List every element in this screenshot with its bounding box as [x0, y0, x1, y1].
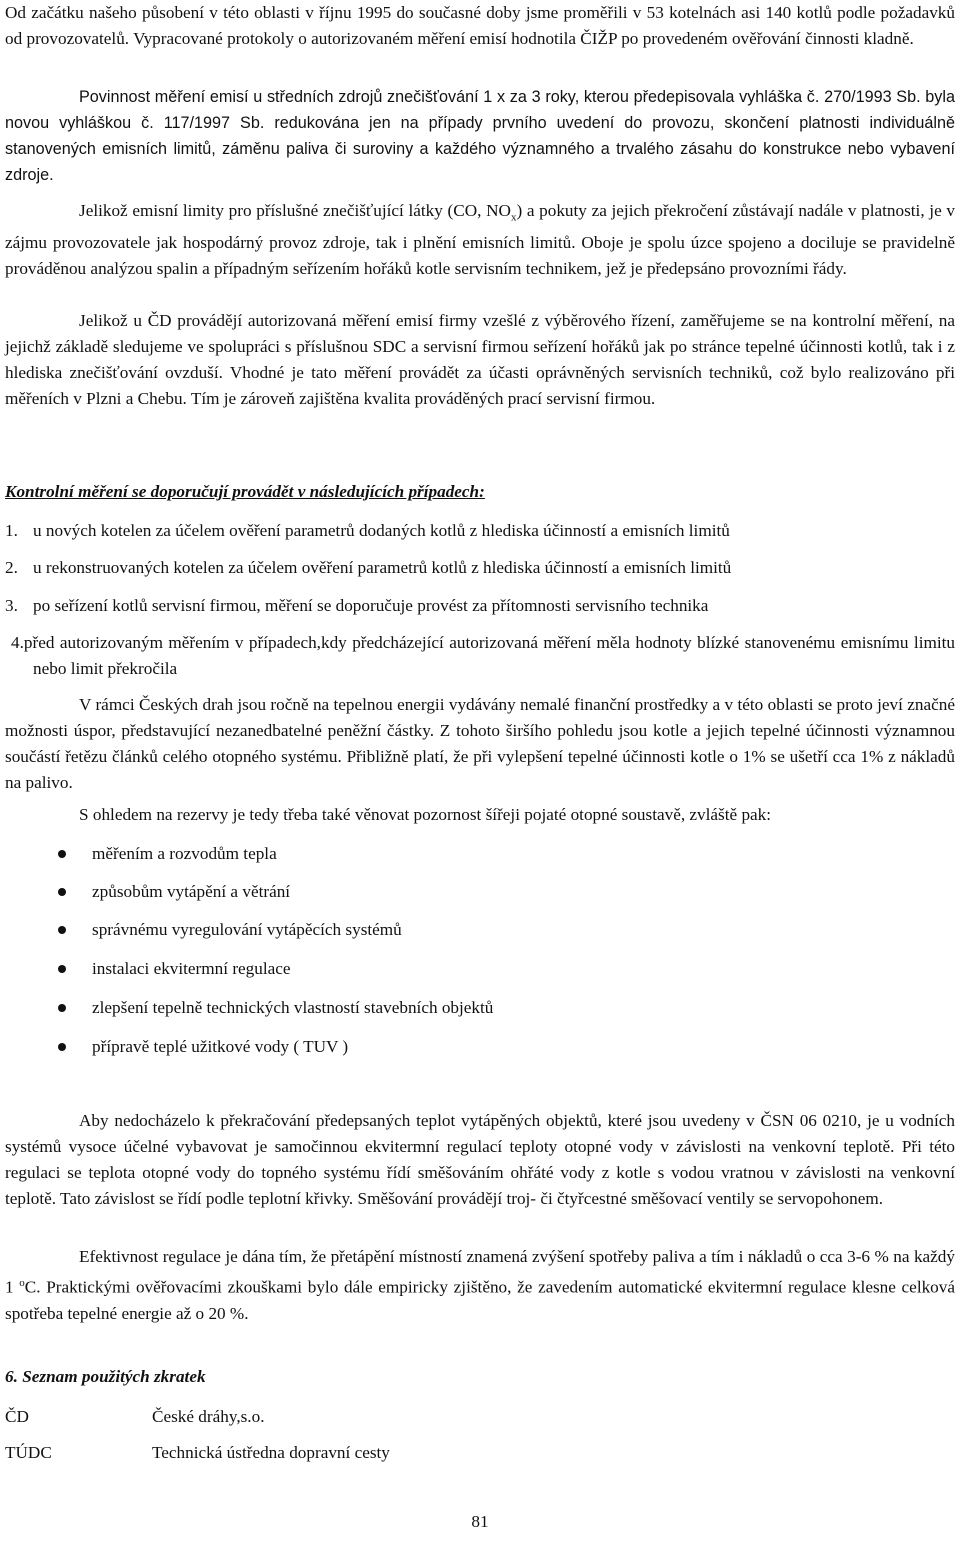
abbreviation: TÚDC	[5, 1443, 52, 1462]
paragraph-efficiency	[5, 1244, 955, 1327]
bullet-dot-icon	[58, 1004, 66, 1012]
item-text: před autorizovaným měřením v případech,kdy předcházející autorizovaná měření měla hodnoty blízké stanovenému emisnímu limitu nebo limit překročila	[23, 633, 955, 678]
abbreviation-row	[5, 1404, 265, 1430]
document-page: Od začátku našeho působení v této oblasti v říjnu 1995 do současné doby jsme proměřili v 53 kotelnách asi 140 kotlů podle požadavků od provozovatelů. Vypracované protokoly o autorizovaném měření emisí hodnotila ČIŽP po provedeném ověřování činnosti kladně. Povinnost měření emisí u středních zdrojů znečišťování 1 x za 3 roky, kterou předepisovala vyhláška č. 270/1993 Sb. byla novou vyhláškou č. 117/1997 Sb. redukována jen na případy prvního uvedení do provozu, skončení platnosti individuálně stanovených emisních limitů, záměnu paliva či suroviny a každého významného a trvalého zásahu do konstrukce nebo vybavení zdroje. Jelikož emisní limity pro příslušné znečišťující látky (CO, $NO_x$) a pokuty za jejich překročení zůstávají nadále v platnosti, je v zájmu provozovatele jak hospodárný provoz zdroje, tak i plnění emisních limitů. Oboje je spolu úzce spojeno a dociluje se pravidelně prováděnou analýzou spalin a případným seřízením hořáků kotle servisním technikem, jež je předepsáno provozními řády. Jelikož u ČD provádějí autorizovaná měření emisí firmy vzešlé z výběrového řízení, zaměřujeme se na kontrolní měření, na jejichž základě sledujeme ve spolupráci s příslušnou SDC a servisní firmou seřízení hořáků jak po stránce tepelné účinnosti kotlů, tak i z hlediska znečišťování ovzduší. Vhodné je tato měření provádět za účasti oprávněných servisních techniků, což bylo realizováno při měřeních v Plzni a Chebu. Tím je zároveň zajištěna kvalita prováděných prací servisní firmou. Kontrolní měření se doporučují provádět v následujících případech: 1. u nových kotelen za účelem ověření parametrů dodaných kotlů z hlediska účinností a emisních limitů 2. u rekonstruovaných kotelen za účelem ověření parametrů kotlů z hlediska účinností a emisních limitů 3. po seřízení kotlů servisní firmou, měření se doporučuje provést za přítomnosti servisního technika 4.před autorizovaným měřením v případech,kdy předcházející autorizovaná měření měla hodnoty blízké stanovenému emisnímu limitu nebo limit překročila V rámci Českých drah jsou ročně na tepelnou energii vydávány nemalé finanční prostředky a v této oblasti se proto jeví značné možnosti úspor, představující nezanedbatelné peněžní částky. Z tohoto širšího pohledu jsou kotle a jejich tepelné účinnosti významnou součástí řetězu článků celého otopného systému. Přibližně platí, že při vylepšení tepelné účinnosti kotle o 1% se ušetří cca 1% z nákladů na palivo. S ohledem na rezervy je tedy třeba také věnovat pozornost šířeji pojaté otopné soustavě, zvláště pak: měřením a rozvodům tepla způsobům vytápění a větrání správnému vyregulování vytápěcích systémů instalaci ekvitermní regulace zlepšení tepelně technických vlastností stavebních objektů přípravě teplé užitkové vody ( TUV ) Aby nedocházelo k překračování předepsaných teplot vytápěných objektů, které jsou uvedeny v ČSN 06 0210, je u vodních systémů vysoce účelné vybavovat je samočinnou ekvitermní regulací teploty otopné vody v závislosti na venkovní teplotě. Při této regulaci se teplota otopné vody do topného systému řídí směšováním ohřáté vody z kotle s vodou vratnou v závislosti na venkovní teplotě. Tato závislost se řídí podle teplotní křivky. Směšování provádějí troj- či čtyřcestné směšovací ventily se servopohonem. Efektivnost regulace je dána tím, že přetápění místností znamená zvýšení spotřeby paliva a tím i nákladů o cca 3-6 % na každý 1 $^o$C. Praktickými ověřovacími zkouškami bylo dále empiricky zjištěno, že zavedením automatické ekvitermní regulace klesne celková spotřeba tepelné energie až o 20 %. 6. Seznam použitých zkratek ČD České dráhy,s.o. TÚDC Technická ústředna dopravní cesty 81	[0, 0, 960, 1541]
item-number: 2.	[5, 558, 18, 577]
item-number: 4.	[11, 633, 24, 652]
p3-text-a: Jelikož emisní limity pro příslušné znečišťující látky (CO, NO	[79, 201, 511, 220]
bullet-dot-icon	[58, 1043, 66, 1051]
paragraph-emission-limits	[5, 198, 955, 282]
item-number: 1.	[5, 521, 18, 540]
numbered-item-2	[5, 555, 955, 581]
paragraph-cd-energy: V rámci Českých drah jsou ročně na tepelnou energii vydávány nemalé finanční prostředky a v této oblasti se proto jeví značné možnosti úspor, představující nezanedbatelné peněžní částky. Z tohoto širšího pohledu jsou kotle a jejich tepelné účinnosti významnou součástí řetězu článků celého otopného systému. Přibližně platí, že při vylepšení tepelné účinnosti kotle o 1% se ušetří cca 1% z nákladů na palivo.	[5, 695, 955, 792]
bullet-dot-icon	[58, 965, 66, 973]
section-heading: Kontrolní měření se doporučují provádět v následujících případech:	[5, 482, 485, 501]
p3-text-b: ) a pokuty za jejich překročení zůstávají nadále v platnosti, je v zájmu provozovatele jak hospodárný provoz zdroje, tak i plnění emisních limitů. Oboje je spolu úzce spojeno a dociluje se pravidelně prováděnou analýzou spalin a případným seřízením hořáků kotle servisním technikem, jež je předepsáno provozními řády.	[5, 201, 955, 279]
item-text: u rekonstruovaných kotelen za účelem ověření parametrů kotlů z hlediska účinností a emisních limitů	[33, 558, 732, 577]
paragraph-cd-measurement: Jelikož u ČD provádějí autorizovaná měření emisí firmy vzešlé z výběrového řízení, zaměřujeme se na kontrolní měření, na jejichž základě sledujeme ve spolupráci s příslušnou SDC a servisní firmou seřízení hořáků jak po stránce tepelné účinnosti kotlů, tak i z hlediska znečišťování ovzduší. Vhodné je tato měření provádět za účasti oprávněných servisních techniků, což bylo realizováno při měřeních v Plzni a Chebu. Tím je zároveň zajištěna kvalita prováděných prací servisní firmou.	[5, 311, 955, 408]
abbreviation-definition: Technická ústředna dopravní cesty	[152, 1443, 390, 1462]
item-text: po seřízení kotlů servisní firmou, měření se doporučuje provést za přítomnosti servisního technika	[33, 596, 709, 615]
bullet-dot-icon	[58, 850, 66, 858]
numbered-item-1	[5, 518, 955, 544]
section-6-heading: 6. Seznam použitých zkratek	[5, 1367, 206, 1386]
bullet-dot-icon	[58, 926, 66, 934]
paragraph-reserves: S ohledem na rezervy je tedy třeba také věnovat pozornost šířeji pojaté otopné soustavě, zvláště pak:	[79, 805, 772, 824]
paragraph-obligation: Povinnost měření emisí u středních zdrojů znečišťování 1 x za 3 roky, kterou předepisovala vyhláška č. 270/1993 Sb. byla novou vyhláškou č. 117/1997 Sb. redukována jen na případy prvního uvedení do provozu, skončení platnosti individuálně stanovených emisních limitů, záměnu paliva či suroviny a každého významného a trvalého zásahu do konstrukce nebo vybavení zdroje.	[5, 88, 955, 184]
item-number: 3.	[5, 596, 18, 615]
numbered-item-4	[5, 630, 955, 682]
paragraph-regulation: Aby nedocházelo k překračování předepsaných teplot vytápěných objektů, které jsou uvedeny v ČSN 06 0210, je u vodních systémů vysoce účelné vybavovat je samočinnou ekvitermní regulací teploty otopné vody v závislosti na venkovní teplotě. Při této regulaci se teplota otopné vody do topného systému řídí směšováním ohřáté vody z kotle s vodou vratnou v závislosti na venkovní teplotě. Tato závislost se řídí podle teplotní křivky. Směšování provádějí troj- či čtyřcestné směšovací ventily se servopohonem.	[5, 1111, 955, 1208]
numbered-item-3	[5, 593, 955, 619]
page-number: 81	[471, 1512, 489, 1531]
abbreviation: ČD	[5, 1407, 29, 1426]
item-text: u nových kotelen za účelem ověření parametrů dodaných kotlů z hlediska účinností a emisních limitů	[33, 521, 730, 540]
abbreviation-row	[5, 1440, 390, 1466]
p3-subscript: x	[510, 211, 517, 224]
abbreviation-definition: České dráhy,s.o.	[152, 1407, 265, 1426]
degree-superscript: o	[19, 1277, 25, 1289]
p8-text-a: Efektivnost regulace je dána tím, že přetápění místností znamená zvýšení spotřeby paliva a tím i nákladů o cca 3-6 % na každý 1	[5, 1247, 955, 1297]
bullet-dot-icon	[58, 888, 66, 896]
paragraph-intro: Od začátku našeho působení v této oblasti v říjnu 1995 do současné doby jsme proměřili v 53 kotelnách asi 140 kotlů podle požadavků od provozovatelů. Vypracované protokoly o autorizovaném měření emisí hodnotila ČIŽP po provedeném ověřování činnosti kladně.	[5, 3, 955, 48]
p8-text-b: C. Praktickými ověřovacími zkouškami bylo dále empiricky zjištěno, že zavedením automatické ekvitermní regulace klesne celková spotřeba tepelné energie až o 20 %.	[5, 1277, 956, 1323]
